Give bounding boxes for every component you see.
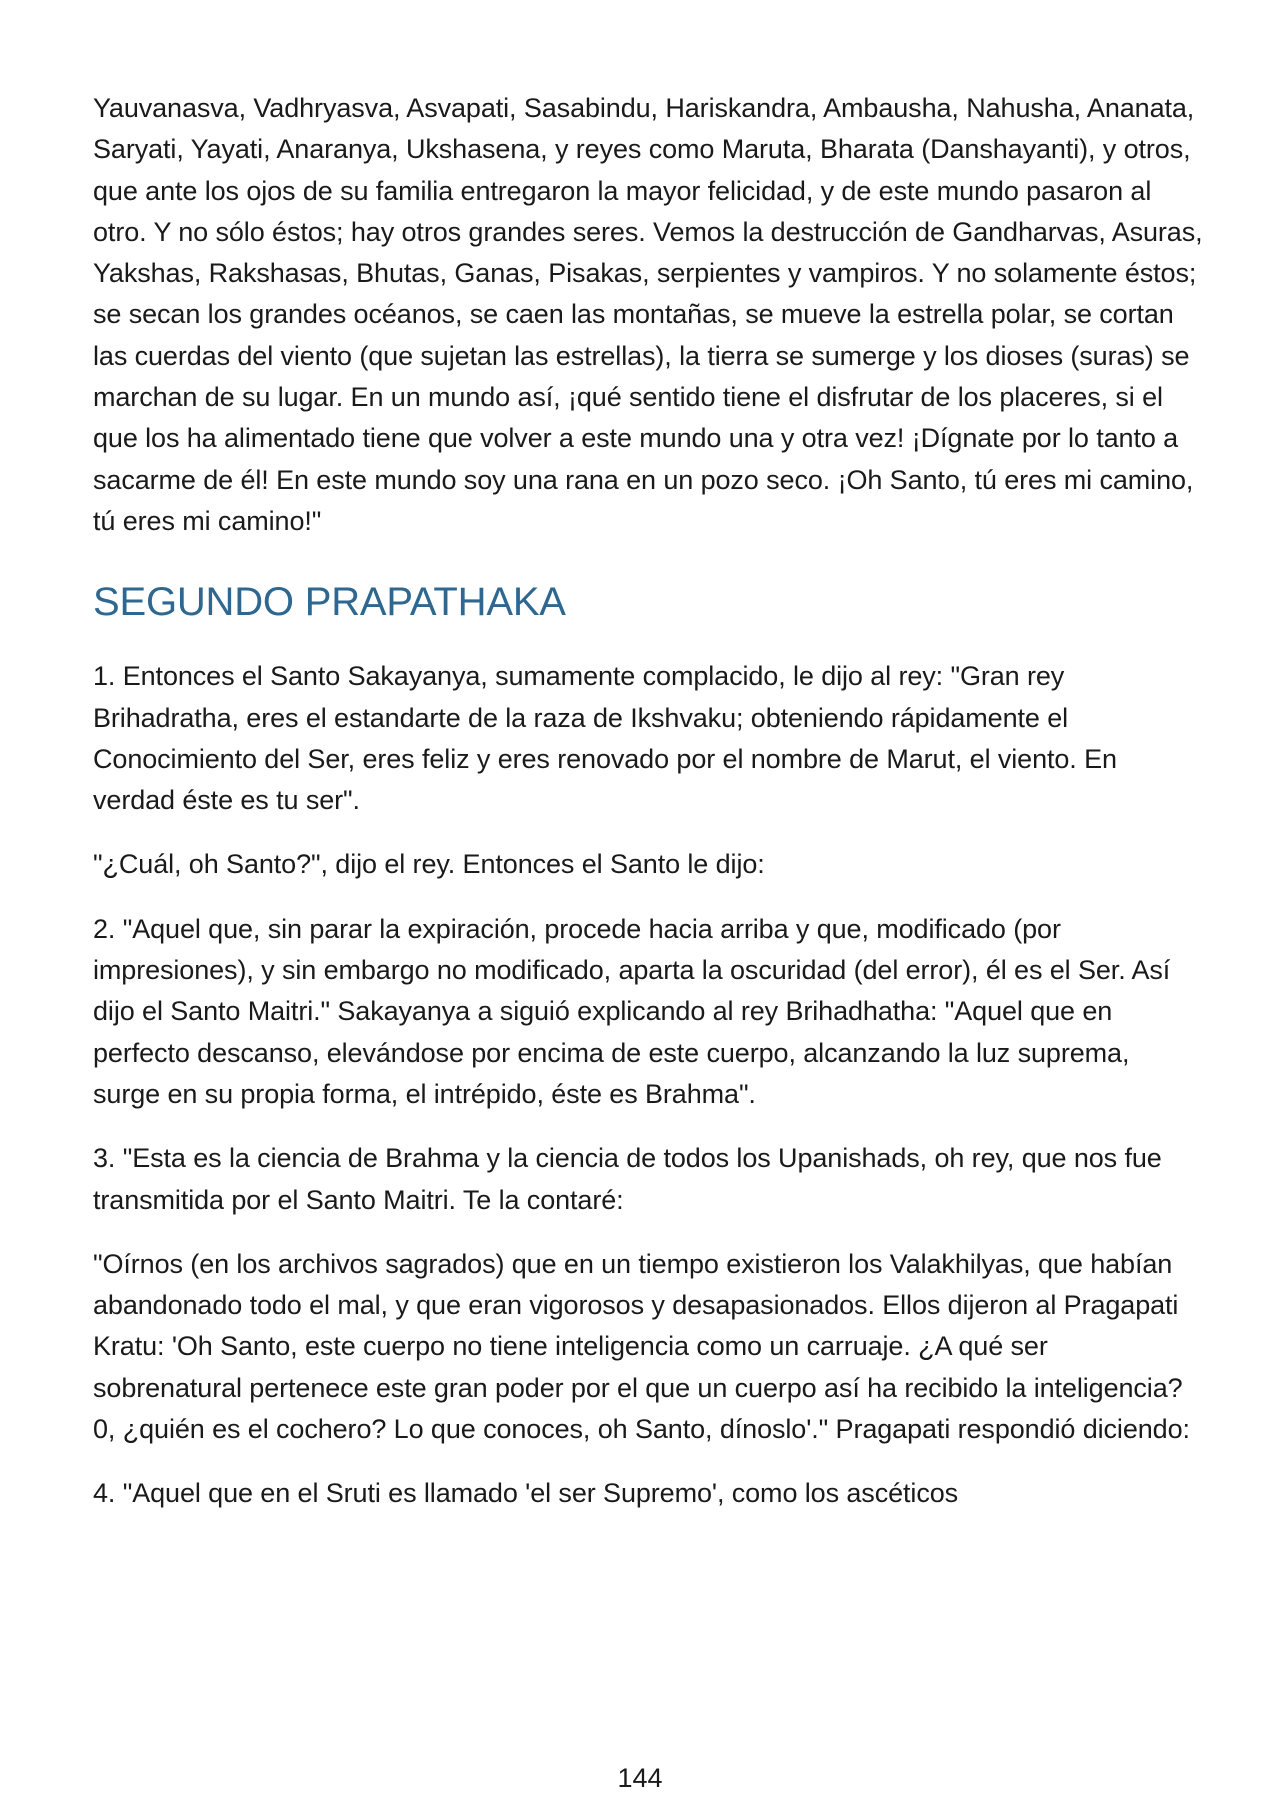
paragraph-5: "Oírnos (en los archivos sagrados) que en un tiempo existieron los Valakhilyas, que habían abandonado todo el mal, y que eran vigorosos y desapasionados. Ellos dijeron al Pragapati Kratu: 'Oh Santo, este cuerpo no tiene inteligencia como un carruaje. ¿A qué ser sobrenatural pertenece este gran poder por el que un cuerpo así ha recibido la inteligencia? 0, ¿quién es el cochero? Lo que conoces, oh Santo, dínoslo'." Pragapati respondió diciendo: xyxy=(93,1248,1190,1445)
intro-paragraph: Yauvanasva, Vadhryasva, Asvapati, Sasabindu, Hariskandra, Ambausha, Nahusha, Ananata, Saryati, Yayati, Anaranya, Ukshasena, y reyes como Maruta, Bharata (Danshayanti), y otros, que ante los ojos de su familia entregaron la mayor felicidad, y de este mundo pasaron al otro. Y no sólo éstos; hay otros grandes seres. Vemos la destrucción de Gandharvas, Asuras, Yakshas, Rakshasas, Bhutas, Ganas, Pisakas, serpientes y vampiros. Y no solamente éstos; se secan los grandes océanos, se caen las montañas, se mueve la estrella polar, se cortan las cuerdas del viento (que sujetan las estrellas), la tierra se sumerge y los dioses (suras) se marchan de su lugar. En un mundo así, ¡qué sentido tiene el disfrutar de los placeres, si el que los ha alimentado tiene que volver a este mundo una y otra vez! ¡Dígnate por lo tanto a sacarme de él! En este mundo soy una rana en un pozo seco. ¡Oh Santo, tú eres mi camino, tú eres mi camino!" xyxy=(93,93,1203,536)
page-number: 144 xyxy=(617,1763,663,1793)
paragraph-6: 4. "Aquel que en el Sruti es llamado 'el ser Supremo', como los ascéticos xyxy=(93,1478,959,1509)
paragraph-2: "¿Cuál, oh Santo?", dijo el rey. Entonces el Santo le dijo: xyxy=(93,849,765,880)
section-heading: SEGUNDO PRAPATHAKA xyxy=(93,580,566,625)
paragraph-3: 2. "Aquel que, sin parar la expiración, procede hacia arriba y que, modificado (por impresiones), y sin embargo no modificado, aparta la oscuridad (del error), él es el Ser. Así dijo el Santo Maitri." Sakayanya a siguió explicando al rey Brihadhatha: "Aquel que en perfecto descanso, elevándose por encima de este cuerpo, alcanzando la luz suprema, surge en su propia forma, el intrépido, éste es Brahma". xyxy=(93,913,1171,1109)
page-content xyxy=(93,88,1203,1538)
paragraph-4: 3. "Esta es la ciencia de Brahma y la ciencia de todos los Upanishads, oh rey, que nos fue transmitida por el Santo Maitri. Te la contaré: xyxy=(93,1143,1162,1215)
paragraph-1: 1. Entonces el Santo Sakayanya, sumamente complacido, le dijo al rey: "Gran rey Brihadratha, eres el estandarte de la raza de Ikshvaku; obteniendo rápidamente el Conocimiento del Ser, eres feliz y eres renovado por el nombre de Marut, el viento. En verdad éste es tu ser". xyxy=(93,661,1117,816)
